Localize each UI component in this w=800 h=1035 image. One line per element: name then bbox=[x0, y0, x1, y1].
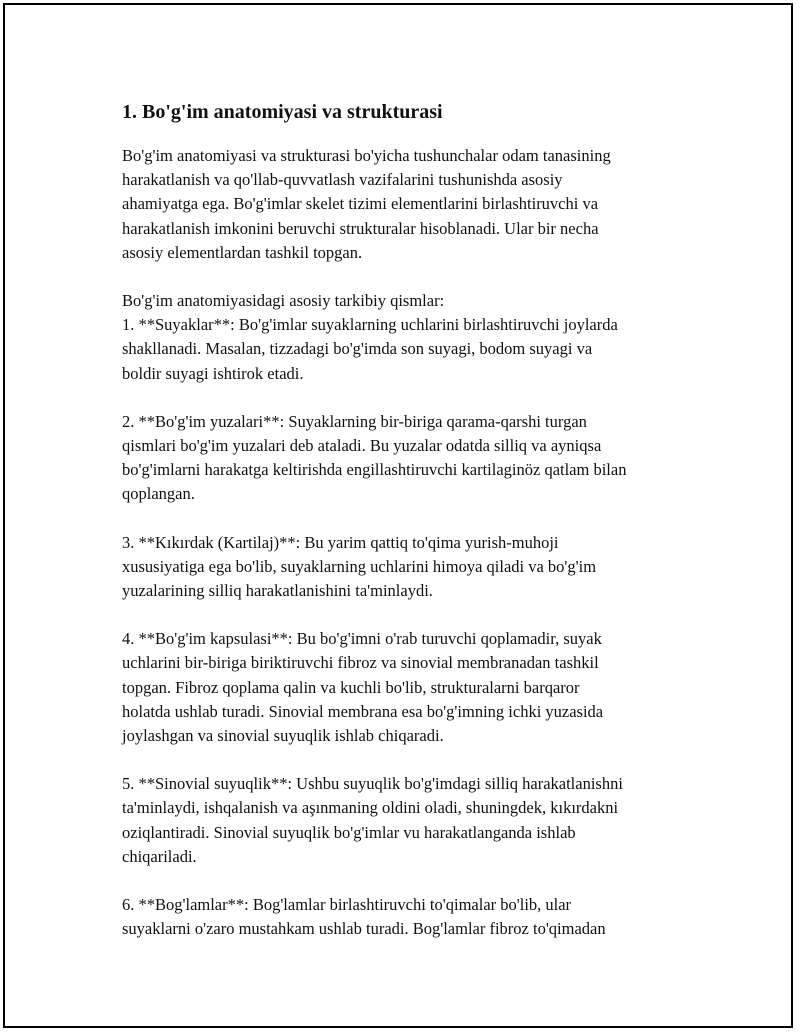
paragraph-kikirdak: 3. **Kıkırdak (Kartilaj)**: Bu yarim qattiq to'qima yurish-muhoji xususiyatiga ega bo'lib, suyaklarning uchlarini himoya qiladi va bo'g'im yuzalarining silliq harakatlanishini ta'minlaydi. bbox=[122, 532, 597, 601]
paragraph-intro: Bo'g'im anatomiyasi va strukturasi bo'yicha tushunchalar odam tanasining harakatlanish va qo'llab-quvvatlash vazifalarini tushunishda asosiy ahamiyatga ega. Bo'g'imlar skelet tizimi elementlarini birlashtiruvchi va harakatlanish imkonini beruvchi strukturalar hisoblanadi. Ular bir necha asosiy elementlardan tashkil topgan. bbox=[122, 146, 611, 262]
paragraph-bogim-yuzalari: 2. **Bo'g'im yuzalari**: Suyaklarning bir-biriga qarama-qarshi turgan qismlari bo'g'im yuzalari deb ataladi. Bu yuzalar odatda silliq va ayniqsa bo'g'imlarni harakatga keltirishda engillashtiruvchi kartilaginöz qatlam bilan qoplangan. bbox=[122, 411, 627, 504]
document-title: 1. Bo'g'im anatomiyasi va strukturasi bbox=[122, 101, 443, 123]
paragraph-bogim-kapsulasi: 4. **Bo'g'im kapsulasi**: Bu bo'g'imni o'rab turuvchi qoplamadir, suyak uchlarini bir-biriga biriktiruvchi fibroz va sinovial membranadan tashkil topgan. Fibroz qoplama qalin va kuchli bo'lib, strukturalarni barqaror holatda ushlab turadi. Sinovial membrana esa bo'g'imning ichki yuzasida joylashgan va sinovial suyuqlik ishlab chiqaradi. bbox=[122, 629, 604, 746]
page-frame bbox=[3, 3, 793, 1028]
paragraph-sinovial-suyuqlik: 5. **Sinovial suyuqlik**: Ushbu suyuqlik bo'g'imdagi silliq harakatlanishni ta'minlaydi, ishqalanish va aşınmaning oldini oladi, shuningdek, kıkırdakni oziqlantiradi. Sinovial suyuqlik bo'g'imlar vu harakatlanganda ishlab chiqariladi. bbox=[122, 774, 623, 866]
document-body bbox=[122, 98, 697, 965]
paragraph-suyaklar: Bo'g'im anatomiyasidagi asosiy tarkibiy qismlar: 1. **Suyaklar**: Bo'g'imlar suyaklarning uchlarini birlashtiruvchi joylarda shakllanadi. Masalan, tizzadagi bo'g'imda son suyagi, bodom suyagi va boldir suyagi ishtirok etadi. bbox=[122, 291, 618, 383]
paragraph-boglamlar: 6. **Bog'lamlar**: Bog'lamlar birlashtiruvchi to'qimalar bo'lib, ular suyaklarni o'zaro mustahkam ushlab turadi. Bog'lamlar fibroz to'qimadan bbox=[122, 895, 606, 939]
